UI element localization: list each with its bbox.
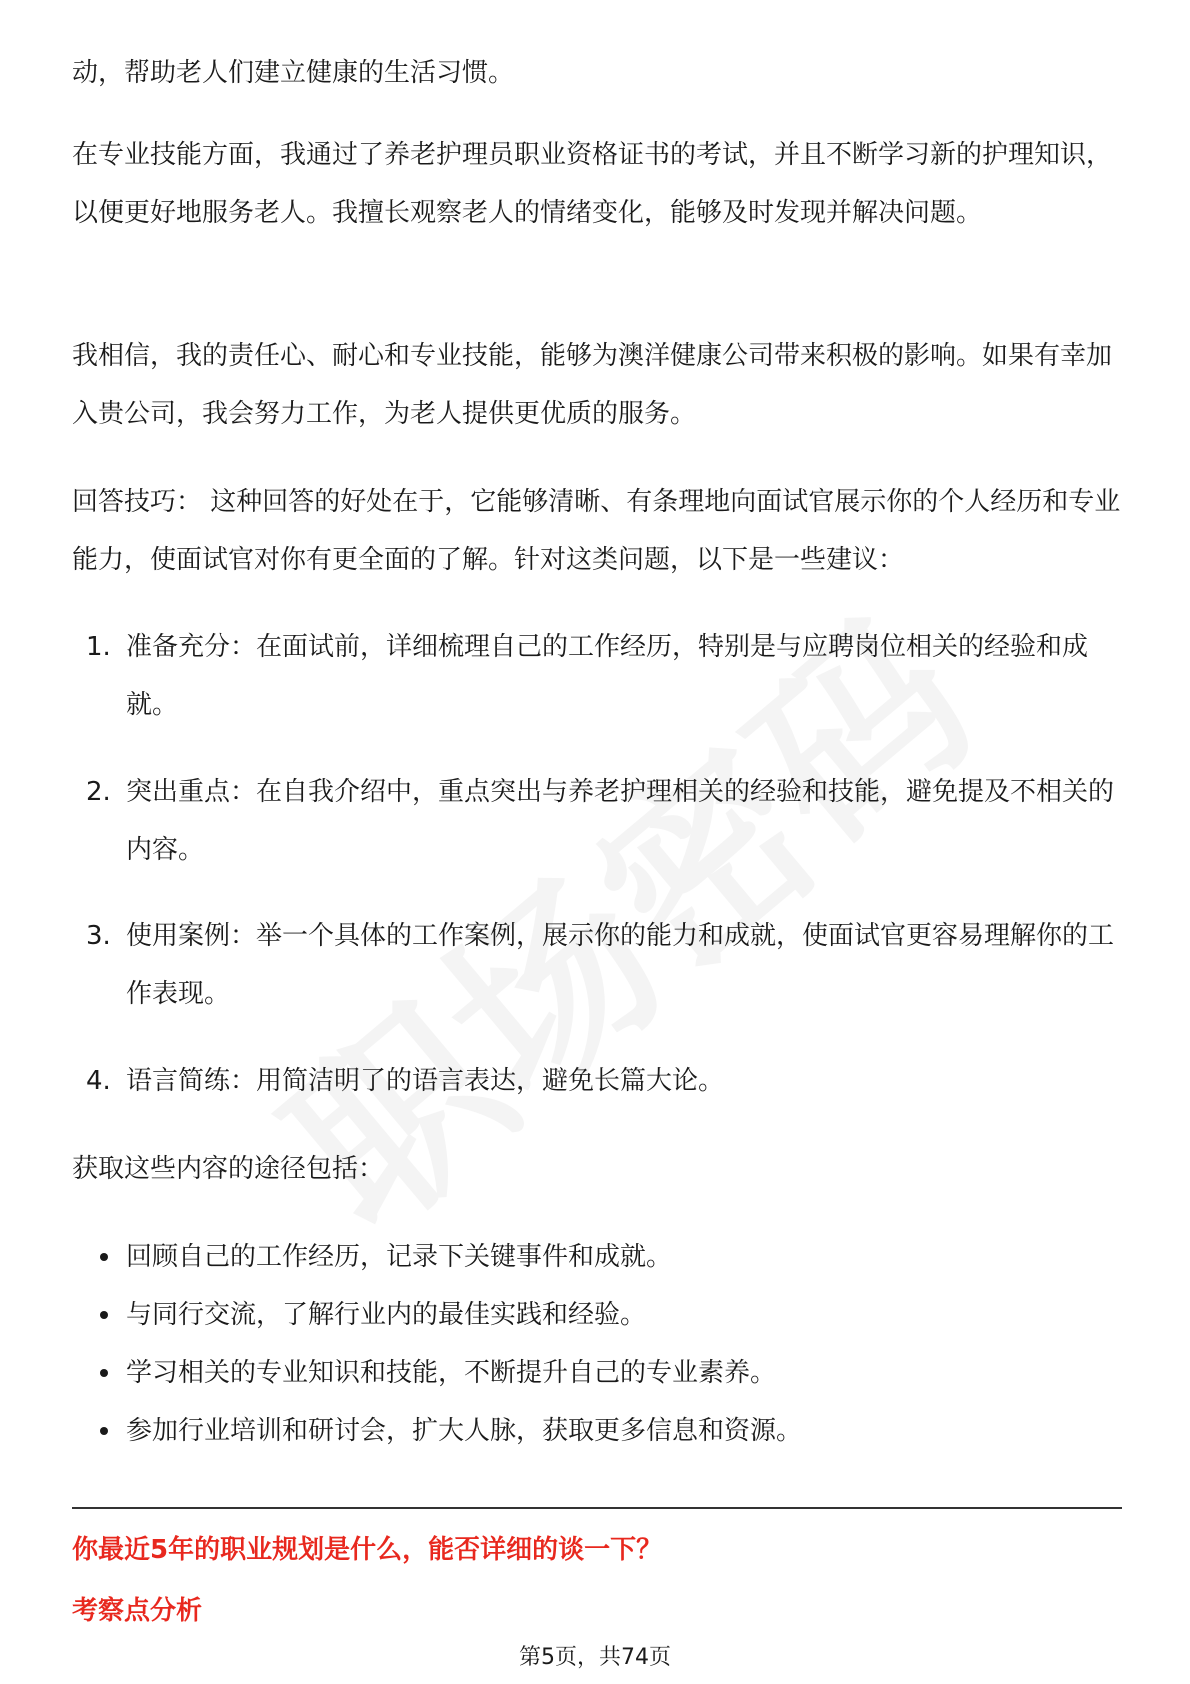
bullet-icon (100, 1311, 108, 1319)
list-item-text: 突出重点：在自我介绍中，重点突出与养老护理相关的经验和技能，避免提及不相关的内容。 (126, 777, 1115, 865)
list-item-text: 学习相关的专业知识和技能，不断提升自己的专业素养。 (126, 1358, 777, 1388)
tips-list-item-1 (72, 618, 1122, 734)
paragraph-skills: 在专业技能方面，我通过了养老护理员职业资格证书的考试，并且不断学习新的护理知识，以便更好地服务老人。我擅长观察老人的情绪变化，能够及时发现并解决问题。 (72, 140, 1113, 228)
list-item (72, 1052, 1122, 1110)
list-item-text: 与同行交流，了解行业内的最佳实践和经验。 (126, 1300, 647, 1330)
list-number: 2. (86, 777, 111, 807)
list-item (72, 1344, 1122, 1402)
paragraph-belief: 我相信，我的责任心、耐心和专业技能，能够为澳洋健康公司带来积极的影响。如果有幸加入贵公司，我会努力工作，为老人提供更优质的服务。 (72, 341, 1113, 429)
analysis-heading: 考察点分析 (72, 1596, 203, 1626)
list-item (72, 763, 1122, 879)
sources-bullet-list (72, 1228, 1122, 1460)
list-number: 1. (86, 632, 111, 662)
paragraph-intro-end: 动，帮助老人们建立健康的生活习惯。 (72, 58, 515, 88)
list-item-text: 准备充分：在面试前，详细梳理自己的工作经历，特别是与应聘岗位相关的经验和成就。 (126, 632, 1089, 720)
list-item (72, 1286, 1122, 1344)
list-item (72, 907, 1122, 1023)
list-number: 3. (86, 921, 111, 951)
list-item (72, 618, 1122, 734)
bullet-icon (100, 1369, 108, 1377)
section-divider (72, 1507, 1122, 1509)
list-item-text: 参加行业培训和研讨会，扩大人脉，获取更多信息和资源。 (126, 1416, 803, 1446)
tips-list-item-4 (72, 1052, 1122, 1110)
list-item-text: 语言简练：用简洁明了的语言表达，避免长篇大论。 (126, 1066, 725, 1096)
list-item-text: 使用案例：举一个具体的工作案例，展示你的能力和成就，使面试官更容易理解你的工作表现。 (126, 921, 1115, 1009)
paragraph-answer-tips: 回答技巧： 这种回答的好处在于，它能够清晰、有条理地向面试官展示你的个人经历和专业能力，使面试官对你有更全面的了解。针对这类问题，以下是一些建议： (72, 487, 1121, 575)
bullet-icon (100, 1253, 108, 1261)
list-item-text: 回顾自己的工作经历，记录下关键事件和成就。 (126, 1242, 673, 1272)
list-item (72, 1402, 1122, 1460)
list-item (72, 1228, 1122, 1286)
paragraph-sources: 获取这些内容的途径包括： (72, 1154, 385, 1184)
page-footer: 第5页，共74页 (519, 1645, 671, 1670)
bullet-icon (100, 1427, 108, 1435)
list-number: 4. (86, 1066, 111, 1096)
tips-list-item-2 (72, 763, 1122, 879)
tips-list-item-3 (72, 907, 1122, 1023)
question-heading: 你最近5年的职业规划是什么，能否详细的谈一下？ (72, 1535, 663, 1565)
